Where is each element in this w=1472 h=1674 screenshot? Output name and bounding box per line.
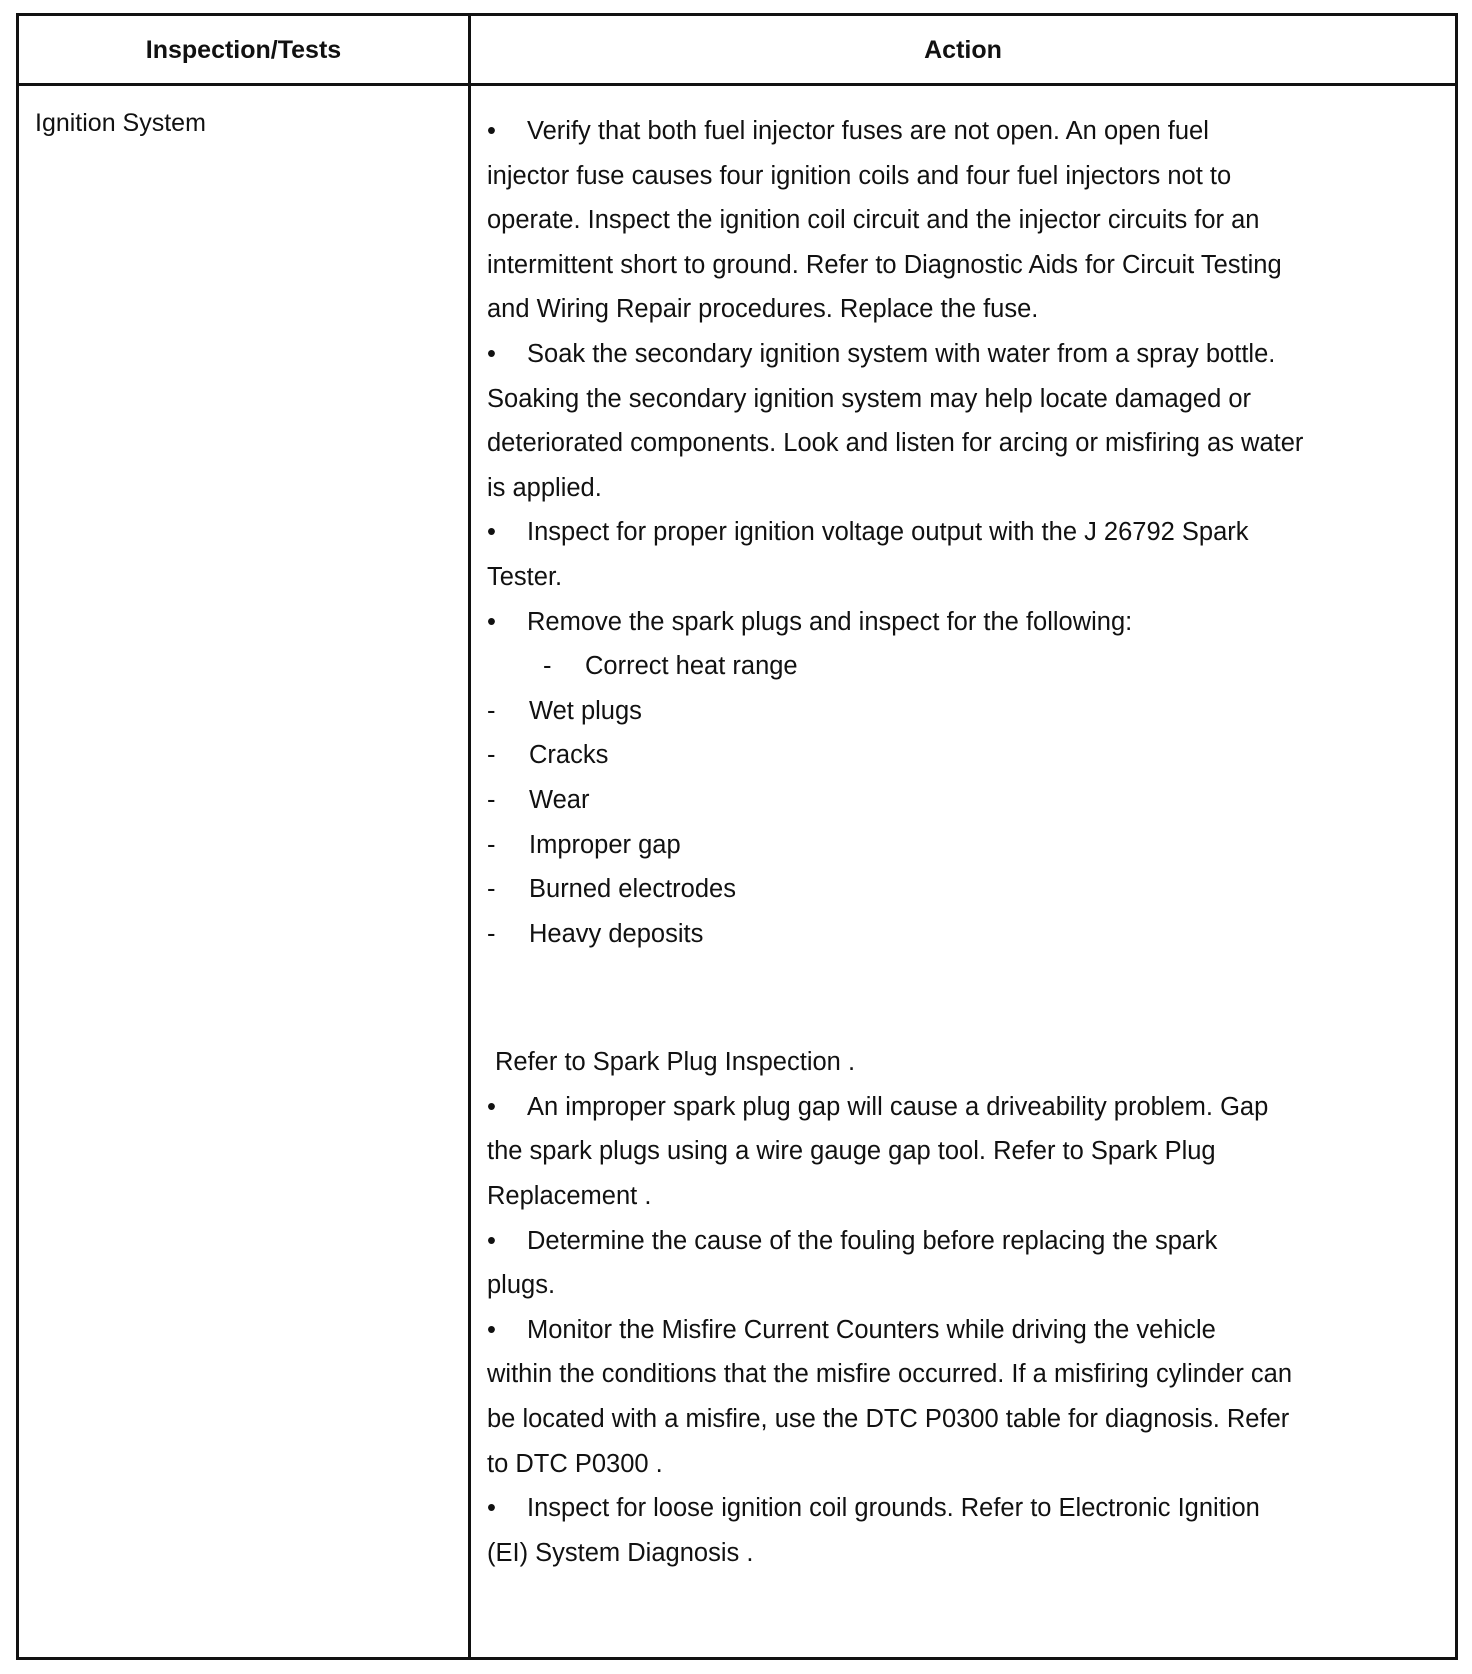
action-cell xyxy=(487,109,1402,1575)
bullet-icon: • xyxy=(487,1092,496,1121)
bullet-continuation: intermittent short to ground. Refer to Diagnostic Aids for Circuit Testing xyxy=(487,250,1282,279)
refer-spark-plug-inspection: Refer to Spark Plug Inspection . xyxy=(495,1048,856,1077)
bullet-continuation: operate. Inspect the ignition coil circuit and the injector circuits for an xyxy=(487,206,1260,235)
sub-item: - Wear xyxy=(487,785,590,814)
bullet-icon: • xyxy=(487,607,496,636)
bullet-text: Inspect for loose ignition coil grounds. Refer to Electronic Ignition xyxy=(527,1494,1260,1523)
sub-item: - Wet plugs xyxy=(487,696,642,725)
bullet-continuation: deteriorated components. Look and listen for arcing or misfiring as water xyxy=(487,429,1304,458)
sub-item: - Heavy deposits xyxy=(487,919,704,948)
bullet-continuation: within the conditions that the misfire occurred. If a misfiring cylinder can xyxy=(487,1360,1293,1389)
header-inspection-tests: Inspection/Tests xyxy=(145,36,342,64)
bullet-item xyxy=(487,1486,1402,1531)
bullet-icon: • xyxy=(487,339,496,368)
table-header-row xyxy=(19,16,1455,86)
inspection-cell: Ignition System xyxy=(35,109,206,137)
sub-item: - Correct heat range xyxy=(543,652,798,681)
bullet-icon: • xyxy=(487,518,496,547)
column-divider xyxy=(468,16,471,1657)
bullet-icon: • xyxy=(487,1226,496,1255)
bullet-item xyxy=(487,109,1402,154)
bullet-text: An improper spark plug gap will cause a driveability problem. Gap xyxy=(527,1092,1269,1121)
bullet-item xyxy=(487,600,1402,645)
bullet-text: Determine the cause of the fouling before replacing the spark xyxy=(527,1226,1218,1255)
bullet-item xyxy=(487,1219,1402,1264)
bullet-continuation: and Wiring Repair procedures. Replace the fuse. xyxy=(487,295,1039,324)
bullet-item xyxy=(487,1085,1402,1130)
bullet-continuation: (EI) System Diagnosis . xyxy=(487,1538,754,1567)
bullet-text: Inspect for proper ignition voltage output with the J 26792 Spark xyxy=(527,518,1249,547)
bullet-item xyxy=(487,1308,1402,1353)
bullet-continuation: injector fuse causes four ignition coils and four fuel injectors not to xyxy=(487,161,1232,190)
bullet-icon: • xyxy=(487,117,496,145)
bullet-text: Verify that both fuel injector fuses are not open. An open fuel xyxy=(527,117,1209,145)
bullet-continuation: be located with a misfire, use the DTC P0300 table for diagnosis. Refer xyxy=(487,1405,1290,1434)
bullet-continuation: plugs. xyxy=(487,1271,556,1300)
bullet-continuation: Replacement . xyxy=(487,1182,652,1211)
bullet-continuation: to DTC P0300 . xyxy=(487,1449,663,1478)
action-list-2 xyxy=(487,1085,1402,1576)
sub-item: - Cracks xyxy=(487,741,609,770)
bullet-text: Remove the spark plugs and inspect for the following: xyxy=(527,607,1133,636)
bullet-continuation: the spark plugs using a wire gauge gap tool. Refer to Spark Plug xyxy=(487,1137,1216,1166)
bullet-text: Soak the secondary ignition system with water from a spray bottle. xyxy=(527,339,1276,368)
bullet-item xyxy=(487,332,1402,377)
bullet-item xyxy=(487,510,1402,555)
bullet-icon: • xyxy=(487,1494,496,1523)
bullet-continuation: Tester. xyxy=(487,562,563,591)
header-action: Action xyxy=(924,36,1002,64)
action-list-1 xyxy=(487,109,1402,644)
sub-item: - Improper gap xyxy=(487,830,681,859)
sub-item: - Burned electrodes xyxy=(487,875,736,904)
bullet-text: Monitor the Misfire Current Counters while driving the vehicle xyxy=(527,1315,1216,1344)
bullet-continuation: Soaking the secondary ignition system may help locate damaged or xyxy=(487,384,1252,413)
bullet-continuation: is applied. xyxy=(487,473,602,502)
bullet-icon: • xyxy=(487,1315,496,1344)
inspection-table xyxy=(16,13,1458,1660)
